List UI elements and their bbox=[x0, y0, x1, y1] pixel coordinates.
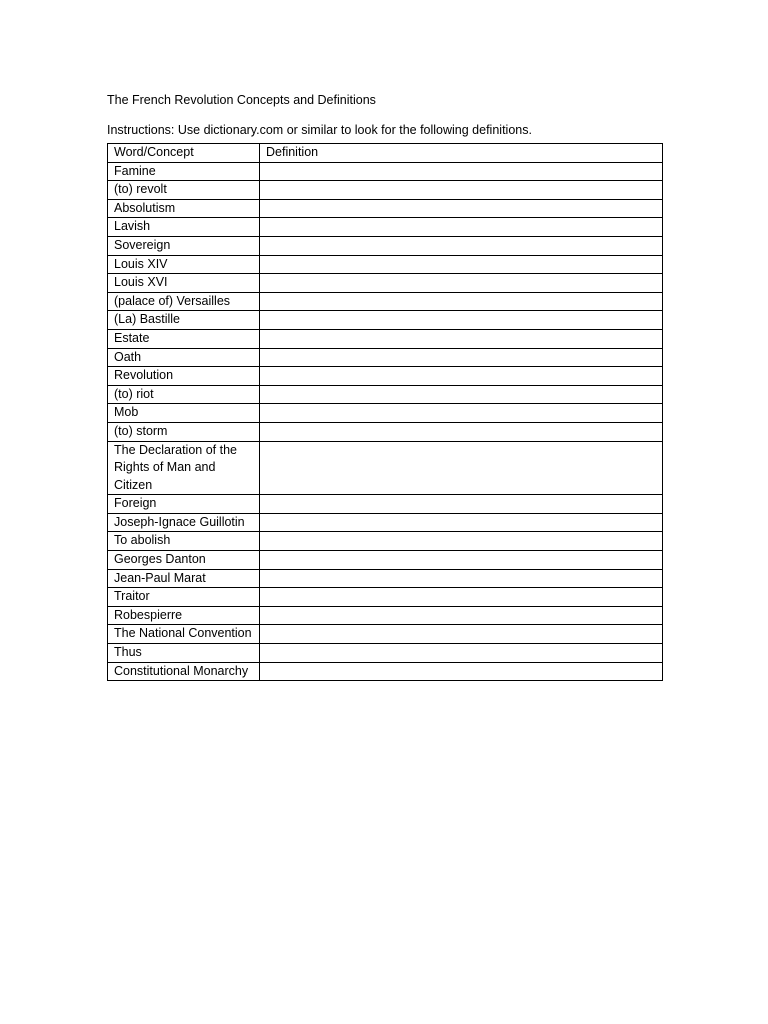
table-body bbox=[108, 162, 663, 681]
header-definition: Definition bbox=[260, 144, 663, 163]
term-text: Joseph-Ignace Guillotin bbox=[114, 514, 245, 529]
term-text: Estate bbox=[114, 330, 150, 345]
term-text: (to) revolt bbox=[114, 182, 167, 197]
table-row bbox=[108, 367, 663, 386]
definitions-table bbox=[107, 143, 663, 681]
definition-cell[interactable] bbox=[260, 218, 663, 237]
term-text: Robespierre bbox=[114, 607, 183, 622]
definition-cell[interactable] bbox=[260, 404, 663, 423]
table-row bbox=[108, 348, 663, 367]
definition-cell[interactable] bbox=[260, 292, 663, 311]
definition-cell[interactable] bbox=[260, 606, 663, 625]
term-text: Jean-Paul Marat bbox=[114, 570, 206, 585]
term-text: Sovereign bbox=[114, 237, 171, 252]
table-row bbox=[108, 441, 663, 495]
term-cell bbox=[108, 513, 260, 532]
table-row bbox=[108, 329, 663, 348]
table-row bbox=[108, 218, 663, 237]
definition-cell[interactable] bbox=[260, 367, 663, 386]
table-row bbox=[108, 422, 663, 441]
term-cell bbox=[108, 181, 260, 200]
term-cell bbox=[108, 199, 260, 218]
term-text: Traitor bbox=[114, 589, 150, 604]
table-row bbox=[108, 199, 663, 218]
worksheet-page bbox=[107, 92, 662, 681]
definition-cell[interactable] bbox=[260, 441, 663, 495]
term-text: (La) Bastille bbox=[114, 312, 180, 327]
term-cell bbox=[108, 255, 260, 274]
table-row bbox=[108, 495, 663, 514]
definition-cell[interactable] bbox=[260, 162, 663, 181]
term-cell bbox=[108, 348, 260, 367]
document-title: The French Revolution Concepts and Definitions bbox=[107, 93, 376, 107]
table-row bbox=[108, 606, 663, 625]
definition-cell[interactable] bbox=[260, 569, 663, 588]
definition-cell[interactable] bbox=[260, 532, 663, 551]
table-row bbox=[108, 644, 663, 663]
term-cell bbox=[108, 606, 260, 625]
term-text: (to) storm bbox=[114, 423, 168, 438]
term-text: Mob bbox=[114, 405, 139, 420]
term-text: Louis XIV bbox=[114, 256, 168, 271]
term-cell bbox=[108, 311, 260, 330]
table-row bbox=[108, 274, 663, 293]
instructions-text: Instructions: Use dictionary.com or similar to look for the following definitions. bbox=[107, 123, 532, 137]
definition-cell[interactable] bbox=[260, 181, 663, 200]
term-text: Georges Danton bbox=[114, 552, 206, 567]
definition-cell[interactable] bbox=[260, 348, 663, 367]
definition-cell[interactable] bbox=[260, 495, 663, 514]
term-text: Oath bbox=[114, 349, 142, 364]
term-cell bbox=[108, 367, 260, 386]
definition-cell[interactable] bbox=[260, 236, 663, 255]
definition-cell[interactable] bbox=[260, 513, 663, 532]
definition-cell[interactable] bbox=[260, 329, 663, 348]
table-row bbox=[108, 513, 663, 532]
term-text: Foreign bbox=[114, 496, 157, 511]
definition-cell[interactable] bbox=[260, 311, 663, 330]
definition-cell[interactable] bbox=[260, 588, 663, 607]
table-row bbox=[108, 292, 663, 311]
term-cell bbox=[108, 236, 260, 255]
term-text: (palace of) Versailles bbox=[114, 293, 231, 308]
term-text: Absolutism bbox=[114, 200, 176, 215]
table-row bbox=[108, 569, 663, 588]
term-text: Lavish bbox=[114, 219, 151, 234]
term-text: Thus bbox=[114, 645, 142, 660]
table-row bbox=[108, 625, 663, 644]
term-cell bbox=[108, 532, 260, 551]
term-text: Revolution bbox=[114, 368, 174, 383]
header-word-concept: Word/Concept bbox=[108, 144, 260, 163]
definition-cell[interactable] bbox=[260, 199, 663, 218]
term-cell bbox=[108, 292, 260, 311]
table-header-row bbox=[108, 144, 663, 163]
definition-cell[interactable] bbox=[260, 422, 663, 441]
definition-cell[interactable] bbox=[260, 274, 663, 293]
table-row bbox=[108, 255, 663, 274]
table-row bbox=[108, 404, 663, 423]
table-row bbox=[108, 181, 663, 200]
term-cell bbox=[108, 569, 260, 588]
term-cell bbox=[108, 588, 260, 607]
term-cell bbox=[108, 385, 260, 404]
definition-cell[interactable] bbox=[260, 385, 663, 404]
term-text: (to) riot bbox=[114, 386, 154, 401]
term-text: The Declaration of the Rights of Man and Citizen bbox=[114, 442, 237, 492]
definition-cell[interactable] bbox=[260, 625, 663, 644]
definition-cell[interactable] bbox=[260, 551, 663, 570]
term-text: To abolish bbox=[114, 533, 171, 548]
term-cell bbox=[108, 495, 260, 514]
term-cell bbox=[108, 662, 260, 681]
table-row bbox=[108, 311, 663, 330]
term-cell bbox=[108, 625, 260, 644]
table-row bbox=[108, 385, 663, 404]
table-row bbox=[108, 162, 663, 181]
definition-cell[interactable] bbox=[260, 644, 663, 663]
table-row bbox=[108, 662, 663, 681]
definition-cell[interactable] bbox=[260, 255, 663, 274]
table-row bbox=[108, 551, 663, 570]
term-cell bbox=[108, 551, 260, 570]
term-cell bbox=[108, 218, 260, 237]
table-row bbox=[108, 236, 663, 255]
term-text: Louis XVI bbox=[114, 275, 168, 290]
term-cell bbox=[108, 162, 260, 181]
term-cell bbox=[108, 274, 260, 293]
table-row bbox=[108, 532, 663, 551]
term-cell bbox=[108, 404, 260, 423]
term-text: Famine bbox=[114, 163, 156, 178]
table-row bbox=[108, 588, 663, 607]
term-cell bbox=[108, 329, 260, 348]
term-cell bbox=[108, 422, 260, 441]
term-text: Constitutional Monarchy bbox=[114, 663, 249, 678]
definition-cell[interactable] bbox=[260, 662, 663, 681]
term-cell bbox=[108, 644, 260, 663]
term-text: The National Convention bbox=[114, 626, 252, 641]
term-cell bbox=[108, 441, 260, 495]
